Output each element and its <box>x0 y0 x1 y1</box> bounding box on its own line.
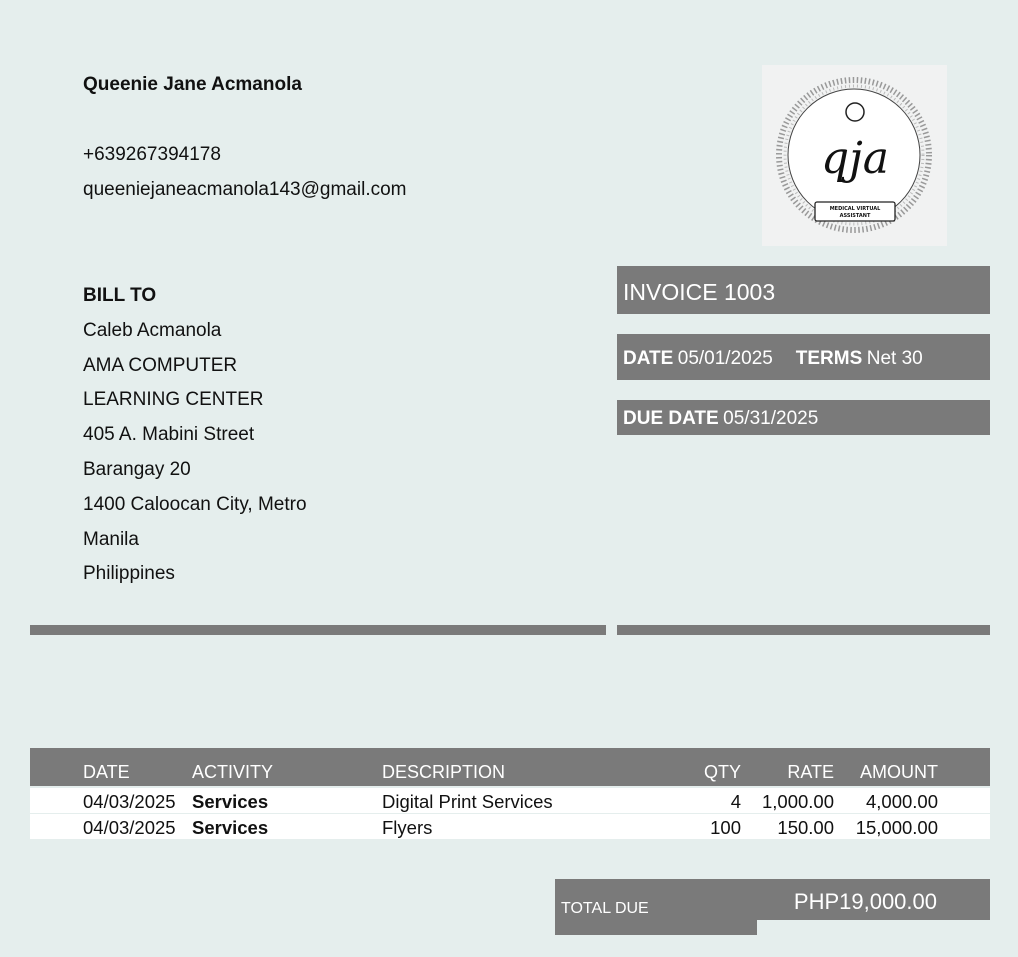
cell-amount: 15,000.00 <box>855 817 938 838</box>
cell-rate: 150.00 <box>777 817 834 838</box>
terms-label: TERMS <box>795 348 863 369</box>
invoice-title: INVOICE 1003 <box>623 279 776 305</box>
due-date-value: 05/31/2025 <box>723 408 819 429</box>
column-header-activity: ACTIVITY <box>192 762 274 782</box>
bill-to-line: 405 A. Mabini Street <box>83 424 255 446</box>
cell-description: Digital Print Services <box>382 791 553 812</box>
items-table-header <box>30 748 990 786</box>
logo-seal-icon <box>762 65 947 246</box>
total-due-bar-extension <box>555 920 757 935</box>
cell-activity: Services <box>192 791 269 812</box>
cell-qty: 100 <box>710 817 741 838</box>
cell-date: 04/03/2025 <box>83 817 176 838</box>
cell-description: Flyers <box>382 817 433 838</box>
bill-to-line: Manila <box>83 528 139 550</box>
sender-contact <box>83 137 413 207</box>
cell-date: 04/03/2025 <box>83 791 176 812</box>
column-header-description: DESCRIPTION <box>382 762 506 782</box>
bill-to-line: Barangay 20 <box>83 458 191 480</box>
cell-qty: 4 <box>730 791 741 812</box>
bill-to-heading: BILL TO <box>83 285 157 306</box>
table-row <box>30 814 990 839</box>
total-due-label: TOTAL DUE <box>561 900 649 917</box>
bill-to-line: AMA COMPUTER <box>83 354 238 376</box>
column-header-rate: RATE <box>787 762 834 782</box>
sender-email: queeniejaneacmanola143@gmail.com <box>83 179 407 200</box>
total-due-amount: PHP19,000.00 <box>793 889 937 914</box>
divider-right <box>617 625 990 635</box>
date-label: DATE <box>623 348 674 369</box>
date-value: 05/01/2025 <box>677 348 773 369</box>
company-logo <box>762 65 947 246</box>
table-row <box>30 788 990 813</box>
column-header-amount: AMOUNT <box>860 762 938 782</box>
due-date-label: DUE DATE <box>623 408 719 429</box>
bill-to-line: Caleb Acmanola <box>83 319 222 341</box>
logo-caption-2: ASSISTANT <box>839 213 871 219</box>
cell-activity: Services <box>192 817 269 838</box>
sender-name: Queenie Jane Acmanola <box>83 74 302 95</box>
cell-amount: 4,000.00 <box>865 791 938 812</box>
sender-phone: +639267394178 <box>83 144 221 165</box>
divider-left <box>30 625 606 635</box>
invoice-title-bar <box>617 266 990 314</box>
column-header-date: DATE <box>83 762 130 782</box>
logo-initials: qja <box>820 133 890 184</box>
terms-value: Net 30 <box>866 348 923 369</box>
bill-to <box>83 279 383 592</box>
cell-rate: 1,000.00 <box>761 791 834 812</box>
invoice-date-bar <box>617 334 990 380</box>
due-date-bar <box>617 400 990 435</box>
logo-caption-1: MEDICAL VIRTUAL <box>829 206 881 212</box>
column-header-qty: QTY <box>703 762 741 782</box>
bill-to-line: 1400 Caloocan City, Metro <box>83 493 307 515</box>
bill-to-line: LEARNING CENTER <box>83 389 264 411</box>
bill-to-line: Philippines <box>83 563 175 585</box>
